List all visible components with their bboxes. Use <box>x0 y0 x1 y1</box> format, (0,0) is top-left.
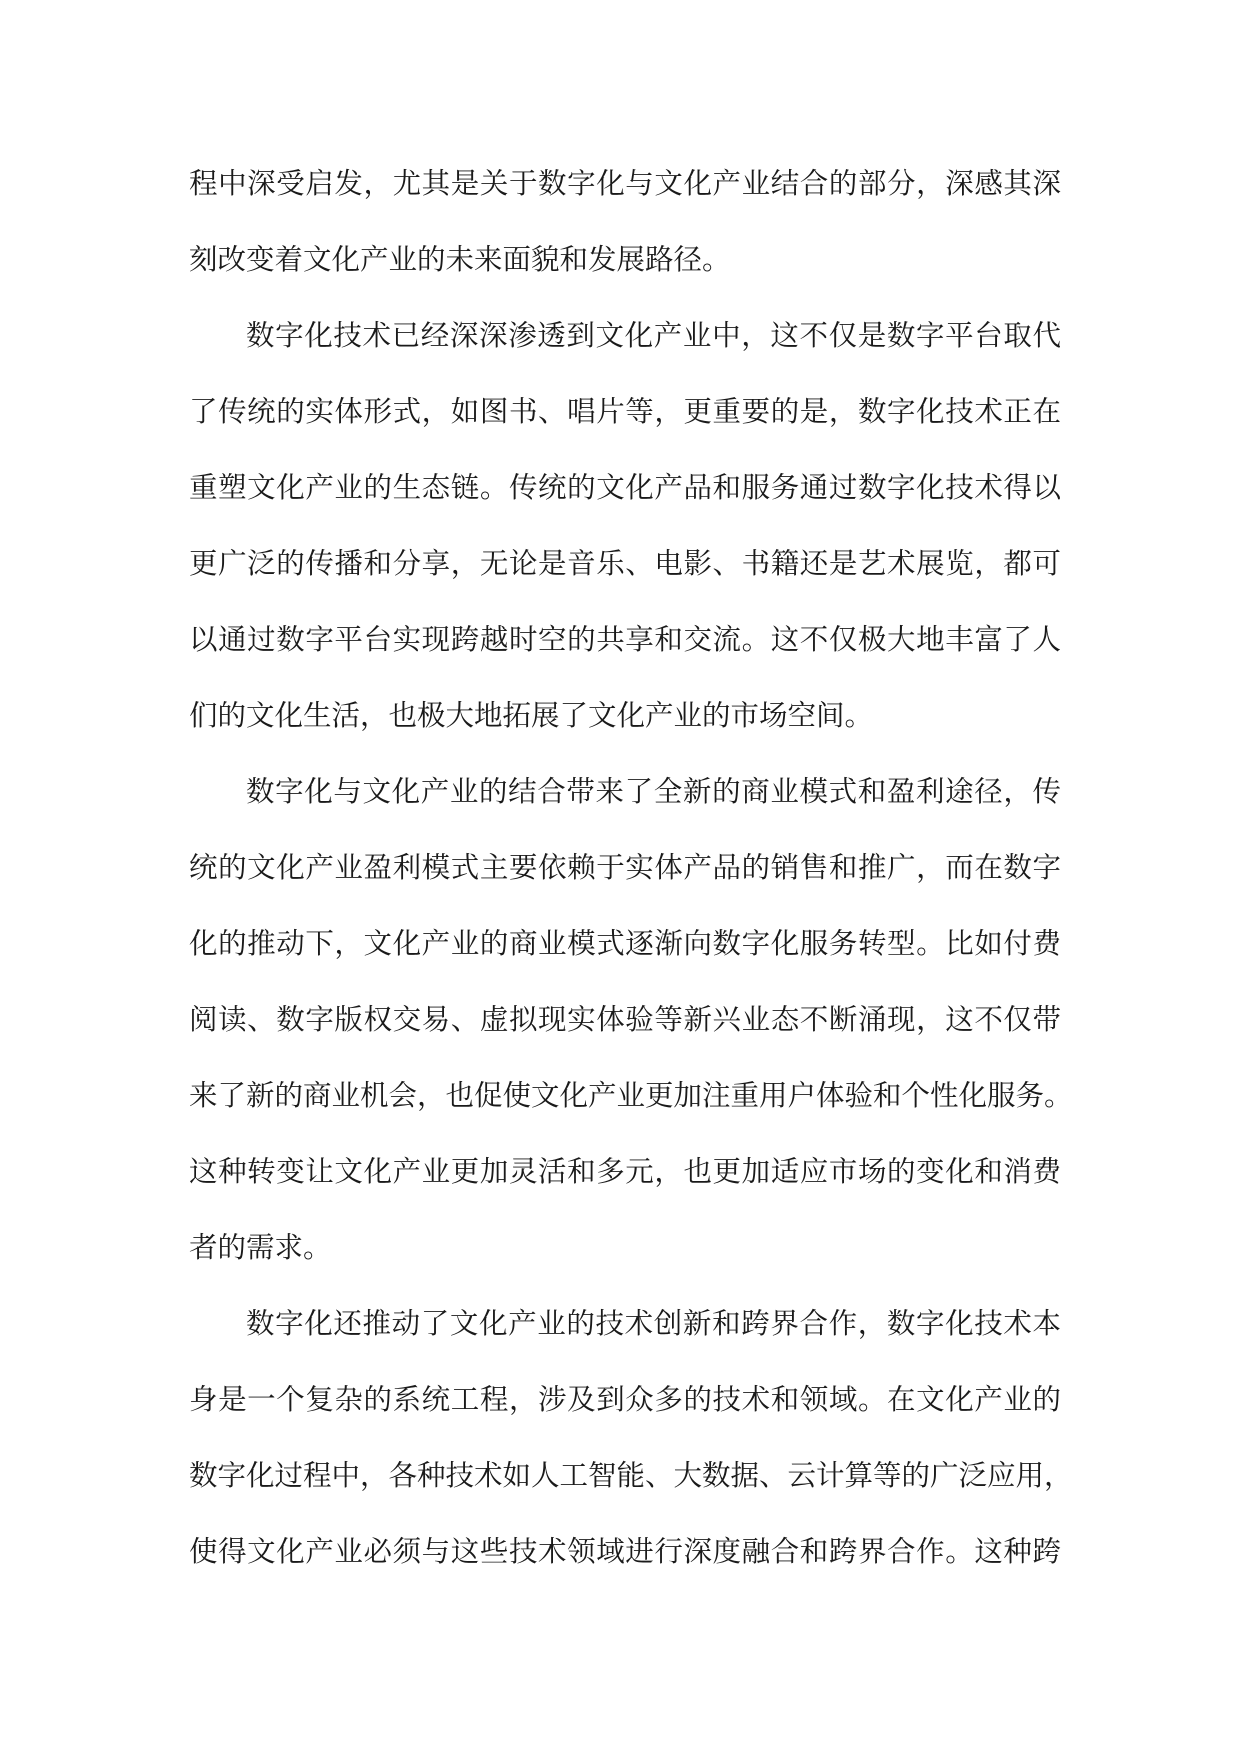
text-line: 刻改变着文化产业的未来面貌和发展路径。 <box>189 243 731 276</box>
text-line: 身是一个复杂的系统工程，涉及到众多的技术和领域。在文化产业的 <box>189 1383 1061 1416</box>
text-line: 数字化技术已经深深渗透到文化产业中，这不仅是数字平台取代 <box>246 319 1061 352</box>
paragraph <box>189 298 1061 754</box>
text-line: 以通过数字平台实现跨越时空的共享和交流。这不仅极大地丰富了人 <box>189 623 1061 656</box>
text-line: 数字化还推动了文化产业的技术创新和跨界合作，数字化技术本 <box>246 1307 1061 1340</box>
text-line: 者的需求。 <box>189 1231 332 1264</box>
text-line: 来了新的商业机会，也促使文化产业更加注重用户体验和个性化服务。 <box>189 1079 1073 1112</box>
text-line: 了传统的实体形式，如图书、唱片等，更重要的是，数字化技术正在 <box>189 395 1061 428</box>
text-line: 更广泛的传播和分享，无论是音乐、电影、书籍还是艺术展览，都可 <box>189 547 1061 580</box>
text-line: 数字化过程中，各种技术如人工智能、大数据、云计算等的广泛应用， <box>189 1459 1073 1492</box>
text-line: 们的文化生活，也极大地拓展了文化产业的市场空间。 <box>189 699 874 732</box>
paragraph <box>189 1286 1073 1590</box>
text-line: 数字化与文化产业的结合带来了全新的商业模式和盈利途径，传 <box>246 775 1061 808</box>
text-line: 这种转变让文化产业更加灵活和多元，也更加适应市场的变化和消费 <box>189 1155 1061 1188</box>
text-line: 程中深受启发，尤其是关于数字化与文化产业结合的部分，深感其深 <box>189 167 1061 200</box>
text-line: 统的文化产业盈利模式主要依赖于实体产品的销售和推广，而在数字 <box>189 851 1061 884</box>
paragraph <box>189 146 1061 298</box>
text-line: 使得文化产业必须与这些技术领域进行深度融合和跨界合作。这种跨 <box>189 1535 1061 1568</box>
text-line: 化的推动下，文化产业的商业模式逐渐向数字化服务转型。比如付费 <box>189 927 1061 960</box>
paragraph <box>189 754 1073 1286</box>
text-line: 重塑文化产业的生态链。传统的文化产品和服务通过数字化技术得以 <box>189 471 1061 504</box>
body-text <box>189 146 1073 1590</box>
text-line: 阅读、数字版权交易、虚拟现实体验等新兴业态不断涌现，这不仅带 <box>189 1003 1061 1036</box>
